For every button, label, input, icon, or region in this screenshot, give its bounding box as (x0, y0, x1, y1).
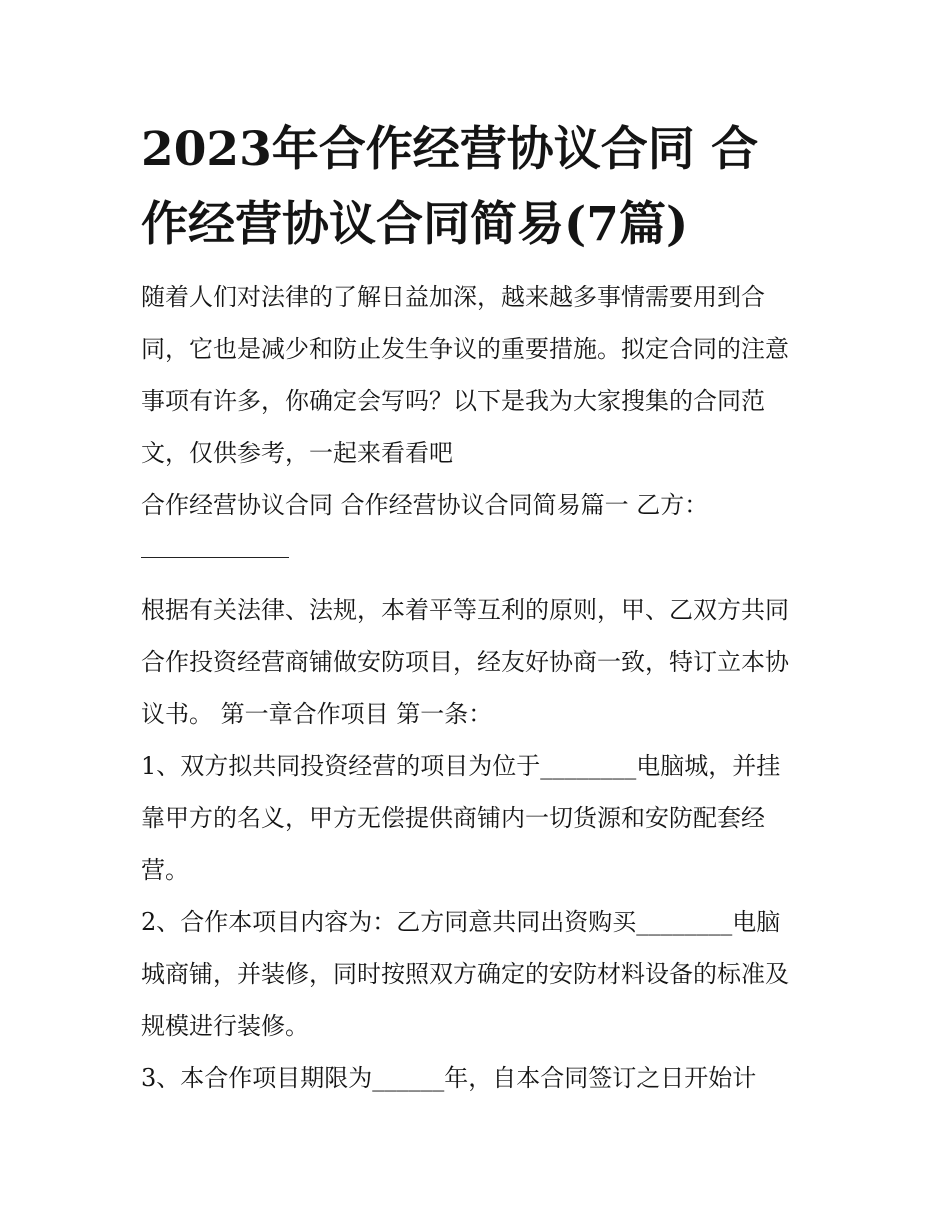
preamble-line: 合作投资经营商铺做安防项目，经友好协商一致，特订立本协 (141, 648, 789, 676)
intro-line: 文，仅供参考，一起来看看吧 (141, 439, 453, 467)
preamble-paragraph (141, 584, 821, 740)
document-body (141, 271, 821, 1104)
party-b-blank-line (141, 557, 289, 558)
title-line-1: 2023年合作经营协议合同 合 (141, 122, 759, 177)
clause-line: 1、双方拟共同投资经营的项目为位于________电脑城，并挂 (141, 752, 781, 780)
clause-item-1 (141, 740, 821, 896)
intro-line: 同，它也是减少和防止发生争议的重要措施。拟定合同的注意 (141, 335, 789, 363)
document-title (141, 112, 821, 262)
clause-line: 2、合作本项目内容为：乙方同意共同出资购买________电脑 (141, 908, 781, 936)
clause-line: 城商铺，并装修，同时按照双方确定的安防材料设备的标准及 (141, 960, 789, 988)
clause-line: 营。 (141, 856, 189, 884)
clause-line: 规模进行装修。 (141, 1012, 309, 1040)
intro-line: 随着人们对法律的了解日益加深，越来越多事情需要用到合 (141, 283, 765, 311)
preamble-line: 议书。 第一章合作项目 第一条： (141, 700, 493, 728)
clause-item-3 (141, 1052, 821, 1104)
clause-item-2 (141, 896, 821, 1052)
preamble-line: 根据有关法律、法规，本着平等互利的原则，甲、乙双方共同 (141, 596, 789, 624)
intro-line: 事项有许多，你确定会写吗？以下是我为大家搜集的合同范 (141, 387, 765, 415)
clause-line: 靠甲方的名义，甲方无偿提供商铺内一切货源和安防配套经 (141, 804, 765, 832)
section-heading: 合作经营协议合同 合作经营协议合同简易篇一 乙方： (141, 491, 709, 519)
clause-line: 3、本合作项目期限为______年，自本合同签订之日开始计 (141, 1064, 757, 1092)
intro-paragraph (141, 271, 821, 479)
title-line-2: 作经营协议合同简易(7篇) (141, 197, 689, 252)
